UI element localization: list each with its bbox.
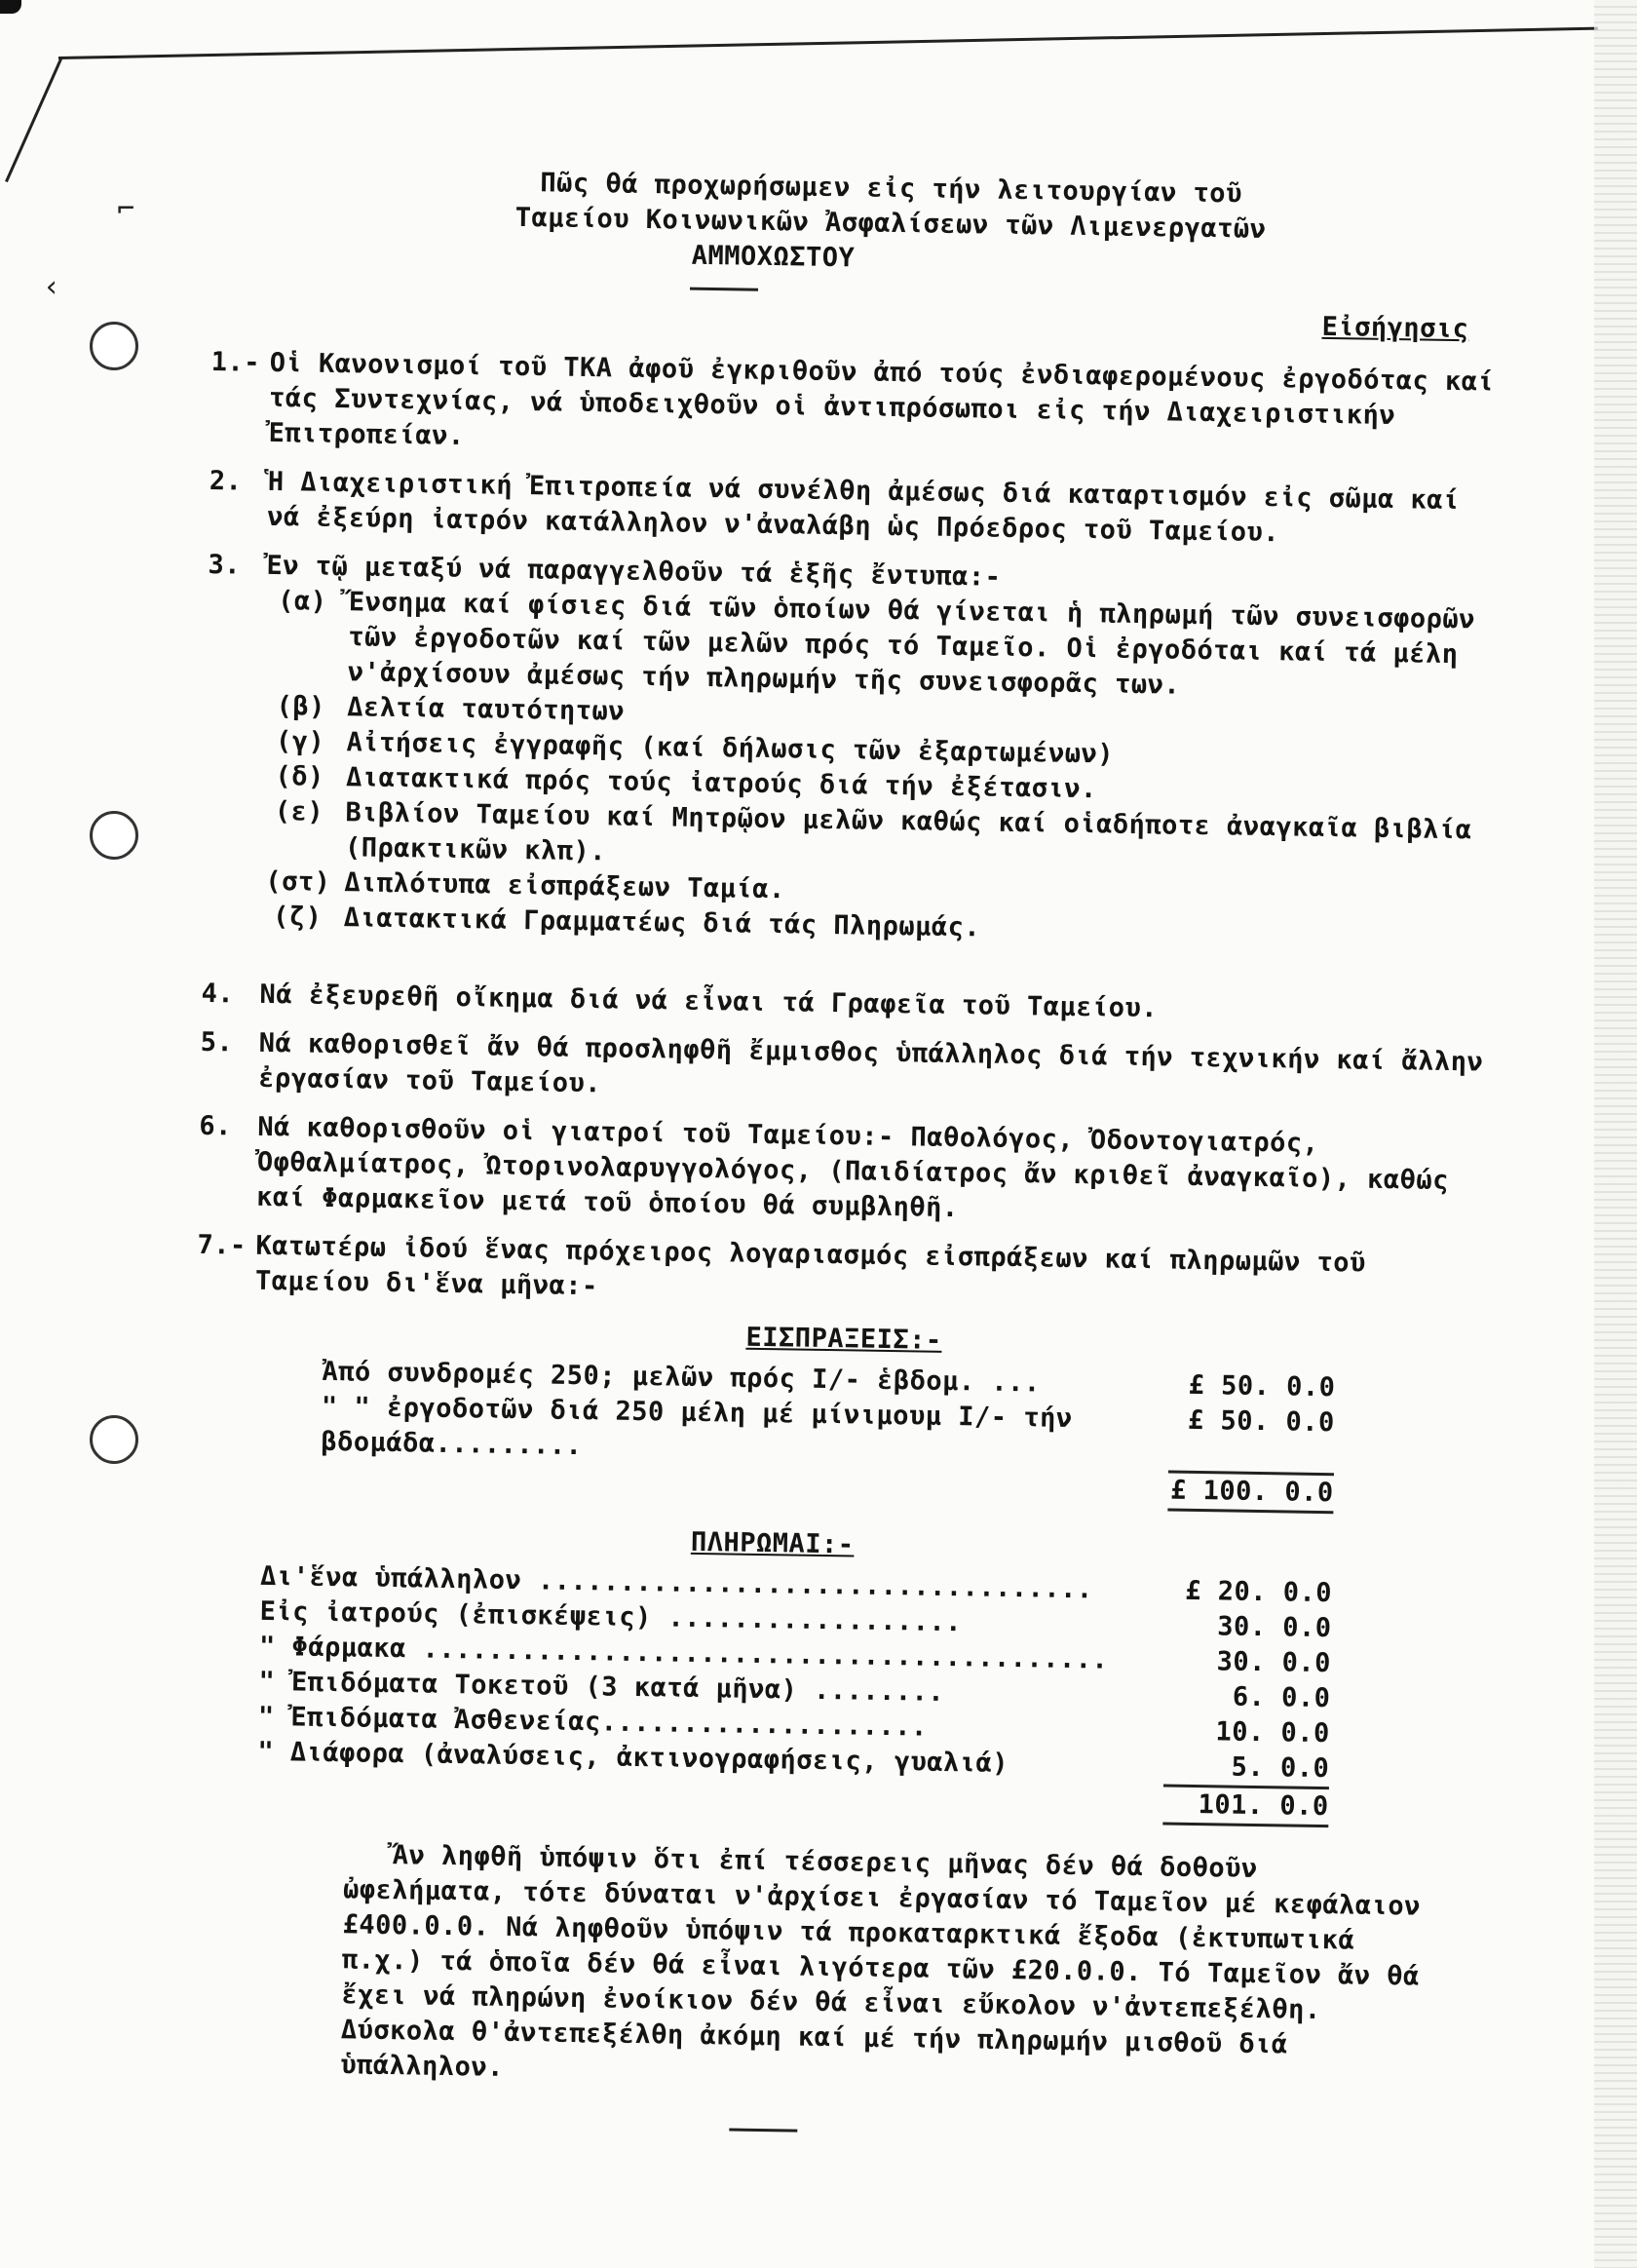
- page-corner-fold: [5, 57, 63, 182]
- subitem-text: Αἰτήσεις ἐγγραφῆς (καί δήλωσις τῶν ἐξαρτωμένων): [346, 727, 1115, 770]
- subitem: [254, 584, 1504, 709]
- item-text: Κατωτέρω ἰδού ἕνας πρόχειρος λογαριασμός εἰσπράξεων καί πληρωμῶν τοῦ Ταμείου δι'ἕνα μῆνα:-: [254, 1230, 1366, 1302]
- receipt-amount: £ 50. 0.0: [1188, 1369, 1336, 1403]
- list-item: [197, 1228, 1494, 1319]
- payments-total: 101. 0.0: [1162, 1787, 1329, 1828]
- item-text: Ἐν τῷ μεταξύ νά παραγγελθοῦν τά ἑξῆς ἔντυπα:-: [266, 550, 1002, 593]
- margin-mark: ⌐: [117, 192, 135, 226]
- item-number: 7.-: [197, 1229, 247, 1261]
- payment-amount: 10. 0.0: [1215, 1716, 1331, 1749]
- subitem-letter: (ε): [274, 796, 324, 827]
- payment-amount: 30. 0.0: [1216, 1646, 1332, 1679]
- title-line-1: Πῶς θά προχωρήσωμεν εἰς τήν λειτουργίαν τοῦ: [540, 168, 1243, 210]
- document-body: [183, 161, 1509, 2143]
- subitem-list: [251, 584, 1504, 954]
- punch-hole-top: [90, 322, 138, 370]
- item-text: Νά καθορισθοῦν οἱ γιατροί τοῦ Ταμείου:- Παθολόγος, Ὀδοντογιατρός, Ὀφθαλμίατρος, Ὠτορινολαρυγγολόγος, (Παιδίατρος ἄν κριθεῖ ἀναγκαῖο), καθώς καί Φαρμακεῖον μετά τοῦ ὁποίου θά συμβληθῆ.: [256, 1111, 1450, 1224]
- payment-label: Εἰς ἰατρούς (ἐπισκέψεις) ..................: [259, 1595, 963, 1638]
- margin-mark: ‹: [43, 270, 61, 304]
- scan-edge-noise: [1594, 0, 1637, 2268]
- punch-hole-bottom: [90, 1415, 138, 1464]
- subitem-text: Βιβλίον Ταμείου καί Μητρῷον μελῶν καθώς καί οἱαδήποτε ἀναγκαῖα βιβλία (Πρακτικῶν κλπ).: [344, 797, 1472, 867]
- closing-paragraph: Ἄν ληφθῆ ὑπόψιν ὅτι ἐπί τέσσερεις μῆνας δέν θά δοθοῦν ὠφελήματα, τότε δύναται ν'ἀρχίσει ἐργασίαν τό Ταμεῖον μέ κεφάλαιον £400.0.0. Νά ληφθοῦν ὑπόψιν τά προκαταρκτικά ἔξοδα (ἐκτυπωτικά π.χ.) τά ὁποῖα δέν θά εἶναι λιγότερα τῶν £20.0.0. Τό Ταμεῖον ἄν θά ἔχει νά πληρώνη ἐνοίκιον δέν θά εἶναι εὔκολον ν'ἀντεπεξέλθη. Δύσκολα θ'ἀντεπεξέλθη ἀκόμη καί μέ τήν πληρωμήν μισθοῦ διά ὑπάλληλον.: [340, 1840, 1422, 2083]
- list-item: [200, 1025, 1497, 1116]
- report-label: Εἰσήγησις: [1321, 311, 1469, 345]
- title-divider: [690, 288, 758, 291]
- title-line-2: Ταμείου Κοινωνικῶν Ἀσφαλίσεων τῶν Λιμενεργατῶν: [514, 202, 1267, 245]
- subitem-text: Διπλότυπα εἰσπράξεων Ταμία.: [344, 867, 785, 905]
- payment-label: " Ἐπιδόματα Ἀσθενείας....................: [257, 1701, 929, 1743]
- subitem-letter: (δ): [275, 761, 324, 792]
- item-number: 3.: [208, 549, 242, 581]
- corner-mark: [0, 0, 21, 14]
- document-title: [212, 161, 1510, 287]
- title-city: ΑΜΜΟΧΩΣΤΟΥ: [691, 240, 856, 274]
- item-number: 4.: [201, 978, 235, 1010]
- payment-amount: 5. 0.0: [1163, 1749, 1330, 1790]
- item-text: Νά ἐξευρεθῆ οἴκημα διά νά εἶναι τά Γραφεῖα τοῦ Ταμείου.: [259, 979, 1159, 1024]
- payment-label: Δι'ἕνα ὑπάλληλον ..................................: [259, 1560, 1093, 1605]
- receipts-total: £ 100. 0.0: [1167, 1474, 1334, 1515]
- item-text: Νά καθορισθεῖ ἄν θά προσληφθῆ ἔμμισθος ὑπάλληλος διά τήν τεχνικήν καί ἄλλην ἐργασίαν τοῦ Ταμείου.: [257, 1027, 1484, 1099]
- payment-amount: 30. 0.0: [1216, 1611, 1332, 1644]
- subitem-text: Διατακτικά πρός τούς ἰατρούς διά τήν ἐξέτασιν.: [345, 762, 1097, 805]
- subitem-letter: (γ): [275, 726, 325, 757]
- receipts-title: ΕΙΣΠΡΑΞΕΙΣ:-: [745, 1322, 942, 1356]
- subitem-text: Διατακτικά Γραμματέως διά τάς Πληρωμάς.: [343, 903, 981, 943]
- payments-title: ΠΛΗΡΩΜΑΙ:-: [690, 1526, 855, 1560]
- receipt-label: " " ἐργοδοτῶν διά 250 μέλη μέ μίνιμουμ Ι/- τήν βδομάδα.........: [321, 1391, 1073, 1462]
- receipt-label: Ἀπό συνδρομές 250; μελῶν πρός Ι/- ἑβδομ. ...: [322, 1356, 1041, 1399]
- subitem-letter: (β): [276, 691, 326, 722]
- subitem-text: Ἔνσημα καί φίσιες διά τῶν ὁποίων θά γίνεται ἡ πληρωμή τῶν συνεισφορῶν τῶν ἐργοδοτῶν καί τῶν μελῶν πρός τό Ταμεῖο. Οἱ ἐργοδόται καί τά μέλη ν'ἀρχίσουν ἀμέσως τήν πληρωμήν τῆς συνεισφορᾶς των.: [347, 587, 1476, 701]
- subitem-letter: (ζ): [272, 902, 323, 933]
- item-number: 1.-: [210, 346, 261, 378]
- subitem-letter: (στ): [265, 865, 331, 898]
- end-divider: [729, 2129, 797, 2133]
- receipt-amount: £ 50. 0.0: [1168, 1403, 1335, 1477]
- item-text: Οἱ Κανονισμοί τοῦ ΤΚΑ ἀφοῦ ἐγκριθοῦν ἀπό τούς ἐνδιαφερομένους ἐργοδότας καί τάς Συντεχνίας, νά ὑποδειχθοῦν οἱ ἀντιπρόσωποι εἰς τήν Διαχειριστικήν Ἐπιτροπείαν.: [268, 347, 1495, 452]
- item-number: 6.: [199, 1110, 233, 1142]
- punch-hole-middle: [90, 811, 138, 860]
- payment-amount: £ 20. 0.0: [1185, 1575, 1333, 1609]
- item-number: 5.: [200, 1026, 234, 1058]
- item-number: 2.: [209, 465, 243, 497]
- list-item: [209, 464, 1505, 555]
- list-item: [198, 1109, 1496, 1235]
- payment-label: " Φάρμακα ..........................................: [258, 1631, 1109, 1675]
- list-item: [209, 345, 1507, 471]
- receipts-table: [320, 1355, 1335, 1514]
- item-text: Ἡ Διαχειριστική Ἐπιτροπεία νά συνέλθη ἀμέσως διά καταρτισμόν εἰς σῶμα καί νά ἐξεύρη ἰατρόν κατάλληλον ν'ἀναλάβη ὡς Πρόεδρος τοῦ Ταμείου.: [267, 466, 1461, 549]
- subitem-letter: (α): [278, 586, 327, 617]
- payment-label: " Ἐπιδόματα Τοκετοῦ (3 κατά μῆνα) ........: [258, 1666, 945, 1708]
- subitem-text: Δελτία ταυτότητων: [346, 692, 626, 727]
- payments-table: [256, 1559, 1332, 1827]
- page-top-edge: [58, 27, 1598, 59]
- payment-label: " Διάφορα (ἀναλύσεις, ἀκτινογραφήσεις, γυαλιά): [257, 1736, 1009, 1780]
- payment-amount: 6. 0.0: [1232, 1681, 1331, 1714]
